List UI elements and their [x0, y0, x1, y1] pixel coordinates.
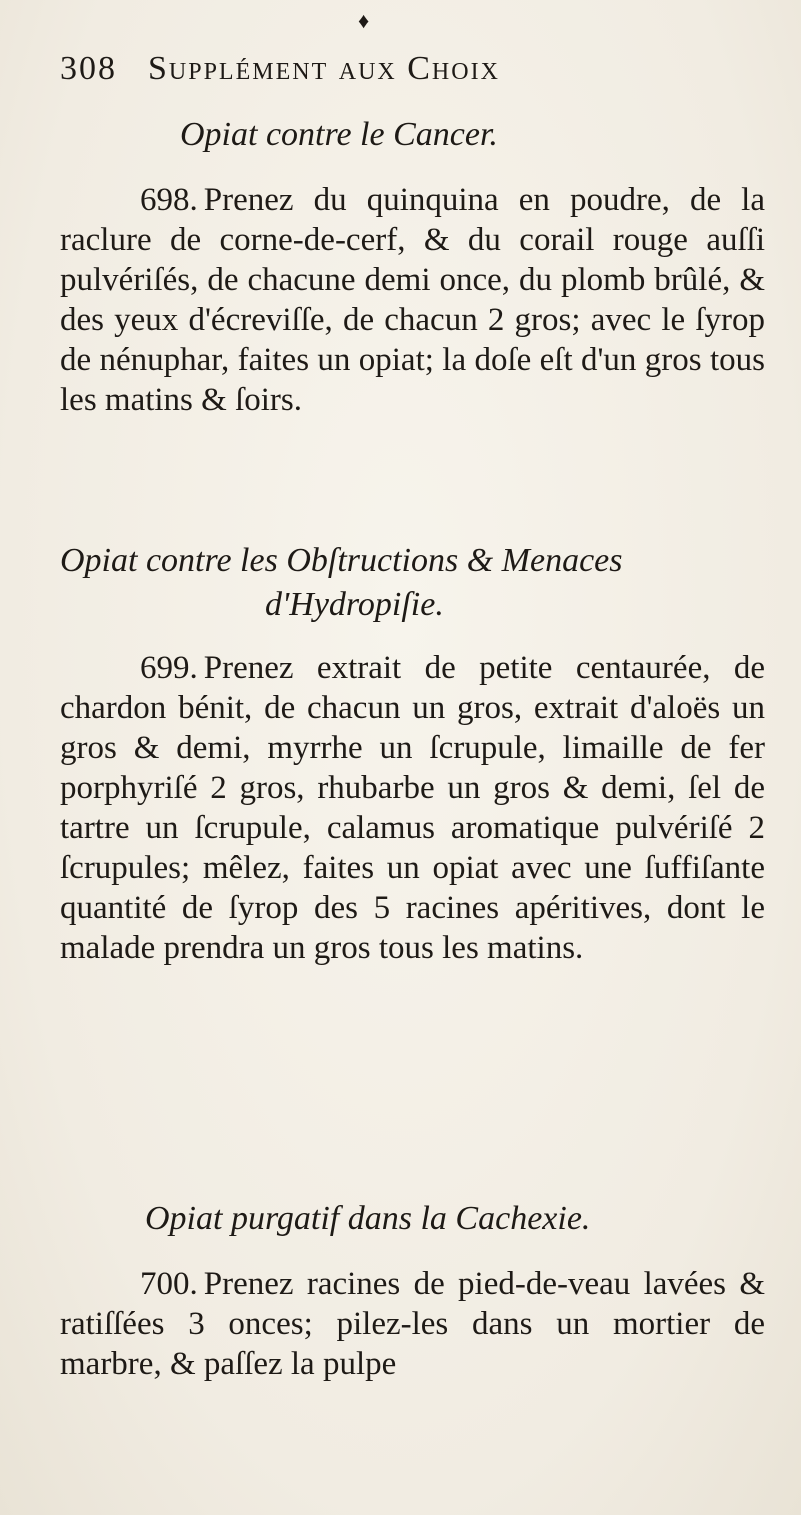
heading-opiat-cancer: Opiat contre le Cancer. [180, 116, 498, 153]
running-title: Supplément aux Choix [148, 50, 500, 87]
paragraph-700 [60, 1264, 765, 1384]
recipe-text: Prenez extrait de petite centaurée, de chardon bénit, de chacun un gros, extrait d'aloës un gros & demi, myrrhe un ſcrupule, limaille de fer porphyriſé 2 gros, rhubarbe un gros & demi, ſel de tartre un ſcrupule, calamus aromatique pulvériſé 2 ſcrupules; mêlez, faites un opiat avec une ſuffiſante quantité de ſyrop des 5 racines apéritives, dont le malade prendra un gros tous les matins. [60, 650, 765, 966]
heading-opiat-obstructions-line2: d'Hydropiſie. [265, 586, 444, 623]
heading-opiat-purgatif: Opiat purgatif dans la Cachexie. [145, 1200, 591, 1237]
page-header [60, 50, 760, 94]
recipe-number: 698. [140, 182, 198, 218]
recipe-text: Prenez racines de pied-de-veau lavées & ratiſſées 3 onces; pilez-les dans un mortier de marbre, & paſſez la pulpe [60, 1266, 765, 1382]
recipe-number: 700. [140, 1266, 198, 1302]
paragraph-698 [60, 180, 765, 420]
heading-opiat-obstructions: Opiat contre les Obſtructions & Menaces [60, 542, 623, 579]
recipe-number: 699. [140, 650, 198, 686]
recipe-text: Prenez du quinquina en poudre, de la raclure de corne-de-cerf, & du corail rouge auſſi pulvériſés, de chacune demi once, du plomb brûlé, & des yeux d'écreviſſe, de chacun 2 gros; avec le ſyrop de nénuphar, faites un opiat; la doſe eſt d'un gros tous les matins & ſoirs. [60, 182, 765, 418]
paragraph-699 [60, 648, 765, 968]
ornament-mark: ♦ [358, 8, 370, 33]
page-number: 308 [60, 50, 117, 87]
